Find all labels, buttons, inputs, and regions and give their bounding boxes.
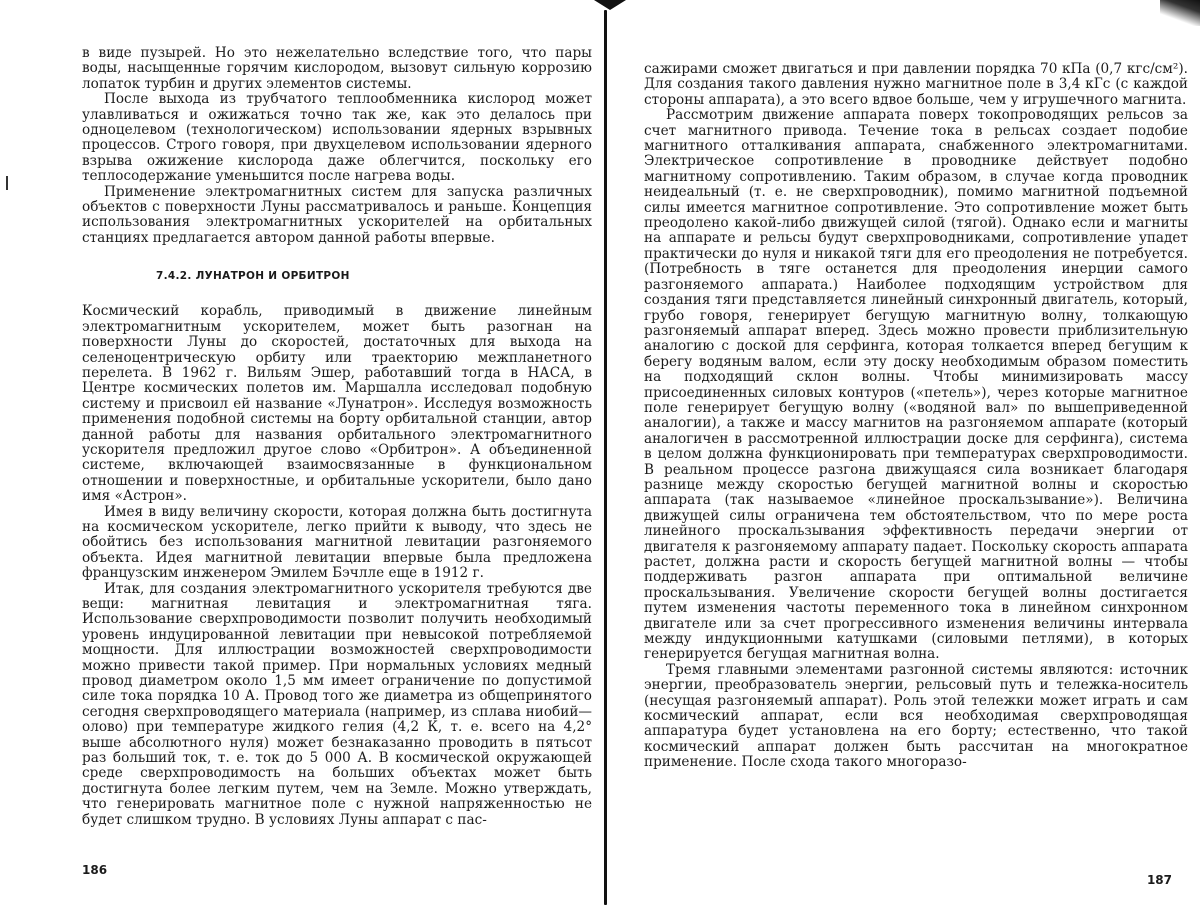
paragraph: Тремя главными элементами разгонной системы являются: источник энергии, преобразователь энергии, рельсовый путь и тележка-носитель (несущая разгоняемый аппарат). Роль этой тележки может играть и сам космический аппарат, если вся необходимая сверхпроводящая аппаратура будет установлена на его борту; естественно, что такой космический аппарат должен быть рассчитан на многократное применение. После схода такого многоразо- — [644, 661, 1188, 771]
book-spine — [604, 10, 607, 905]
paragraph: сажирами сможет двигаться и при давлении порядка 70 кПа (0,7 кгс/см²). Для создания такого давления нужно магнитное поле в 3,4 кГс (с каждой стороны аппарата), а это всего вдвое больше, чем у игрушечного магнита. — [644, 61, 1188, 108]
paragraph: Космический корабль, приводимый в движение линейным электромагнитным ускорителем, может быть разогнан на поверхности Луны до скоростей, достаточных для выхода на селеноцентрическую орбиту или траекторию межпланетного перелета. В 1962 г. Вильям Эшер, работавший тогда в НАСА, в Центре космических полетов им. Маршалла исследовал подобную систему и присвоил ей название «Лунатрон». Исследуя возможность применения подобной системы на борту орбитальной станции, автор данной работы для названия орбитального электромагнитного ускорителя предложил другое слово «Орбитрон». А объединенной системе, включающей взаимосвязанные в функциональном отношении и поверхностные, и орбитальные ускорители, было дано имя «Астрон». — [82, 303, 592, 505]
paragraph: в виде пузырей. Но это нежелательно вследствие того, что пары воды, насыщенные горячим кислородом, вызовут сильную коррозию лопаток турбин и других элементов системы. — [82, 45, 592, 92]
paragraph: После выхода из трубчатого теплообменника кислород может улавливаться и ожижаться точно так же, как это делалось при одноцелевом (технологическом) использовании ядерных взрывных процессов. Строго говоря, при двухцелевом использовании ядерного взрыва ожижение кислорода даже облегчится, поскольку его теплосодержание уменьшится после нагрева воды. — [82, 91, 592, 185]
paragraph: Применение электромагнитных систем для запуска различных объектов с поверхности Луны рассматривалось и раньше. Концепция использования электромагнитных ускорителей на орбитальных станциях предлагается автором данной работы впервые. — [82, 183, 592, 246]
page-number-left: 186 — [82, 863, 108, 877]
left-page-intro-text — [82, 46, 592, 246]
paragraph: Имея в виду величину скорости, которая должна быть достигнута на космическом ускорителе, легко прийти к выводу, что здесь не обойтись без использования магнитной левитации разгоняемого объекта. Идея магнитной левитации впервые была предложена французским инженером Эмилем Бэчлле еще в 1912 г. — [82, 503, 592, 582]
paragraph: Рассмотрим движение аппарата поверх токопроводящих рельсов за счет магнитного привода. Течение тока в рельсах создает подобие магнитного отталкивания аппарата, снабженного электромагнитами. Электрическое сопротивление в проводнике действует подобно магнитному сопротивлению. Таким образом, в случае когда проводник неидеальный (т. е. не сверхпроводник), помимо магнитной подъемной силы имеется магнитное сопротивление. Это сопротивление может быть преодолено какой-либо движущей силой (тягой). Однако если и магниты на аппарате и рельсы будут сверхпроводниками, сопротивление упадет практически до нуля и никакой тяги для его преодоления не потребуется. (Потребность в тяге останется для преодоления инерции самого разгоняемого аппарата.) Наиболее подходящим устройством для создания тяги представляется линейный синхронный двигатель, который, грубо говоря, генерирует бегущую магнитную волну, толкающую разгоняемый аппарат вперед. Здесь можно провести приблизительную аналогию с доской для серфинга, которая толкается вперед бегущим к берегу водяным валом, если эту доску необходимым образом поместить на подходящий склон волны. Чтобы минимизировать массу присоединенных силовых контуров («петель»), через которые магнитное поле генерирует бегущую волну («водяной вал» по вышеприведенной аналогии), а также и массу магнитов на разгоняемом аппарате (который аналогичен в рассмотренной иллюстрации доске для серфинга), система в целом должна функционировать при температурах сверхпроводимости. В реальном процессе разгона движущаяся сила возникает благодаря разнице между скоростью бегущей магнитной волны и скоростью аппарата (так называемое «линейное проскальзывание»). Величина движущей силы ограничена тем обстоятельством, что по мере роста линейного проскальзывания эффективность передачи энергии от двигателя к разгоняемому аппарату падает. Поскольку скорость аппарата растет, должна расти и скорость бегущей магнитной волны — чтобы поддерживать разгон аппарата при оптимальной величине проскальзывания. Увеличение скорости бегущей волны достигается путем изменения частоты переменного тока в линейном синхронном двигателе или за счет прогрессивного изменения величины интервала между индукционными катушками (силовыми петлями), в которых генерируется бегущая магнитная волна. — [644, 107, 1188, 663]
right-page-text — [644, 62, 1188, 771]
margin-mark — [6, 176, 8, 190]
paragraph: Итак, для создания электромагнитного ускорителя требуются две вещи: магнитная левитация и электромагнитная тяга. Использование сверхпроводимости позволит получить необходимый уровень индуцированной левитации при невысокой потребляемой мощности. Для иллюстрации возможностей сверхпроводимости можно привести такой пример. При нормальных условиях медный провод диаметром около 1,5 мм имеет ограничение по допустимой силе тока порядка 10 А. Провод того же диаметра из общепринятого сегодня сверхпроводящего материала (например, из сплава ниобий—олово) при температуре жидкого гелия (4,2 К, т. е. всего на 4,2° выше абсолютного нуля) может безнаказанно проводить в пятьсот раз больший ток, т. е. ток до 5 000 А. В космической окружающей среде сверхпроводимость на больших объектах может быть достигнута более легким путем, чем на Земле. Можно утверждать, что генерировать магнитное поле с нужной напряженностью не будет слишком трудно. В условиях Луны аппарат с пас- — [82, 580, 592, 828]
section-heading: 7.4.2. ЛУНАТРОН И ОРБИТРОН — [156, 270, 350, 283]
page-number-right: 187 — [1146, 873, 1172, 887]
right-page — [612, 0, 1200, 909]
left-page-section-text — [82, 304, 592, 828]
